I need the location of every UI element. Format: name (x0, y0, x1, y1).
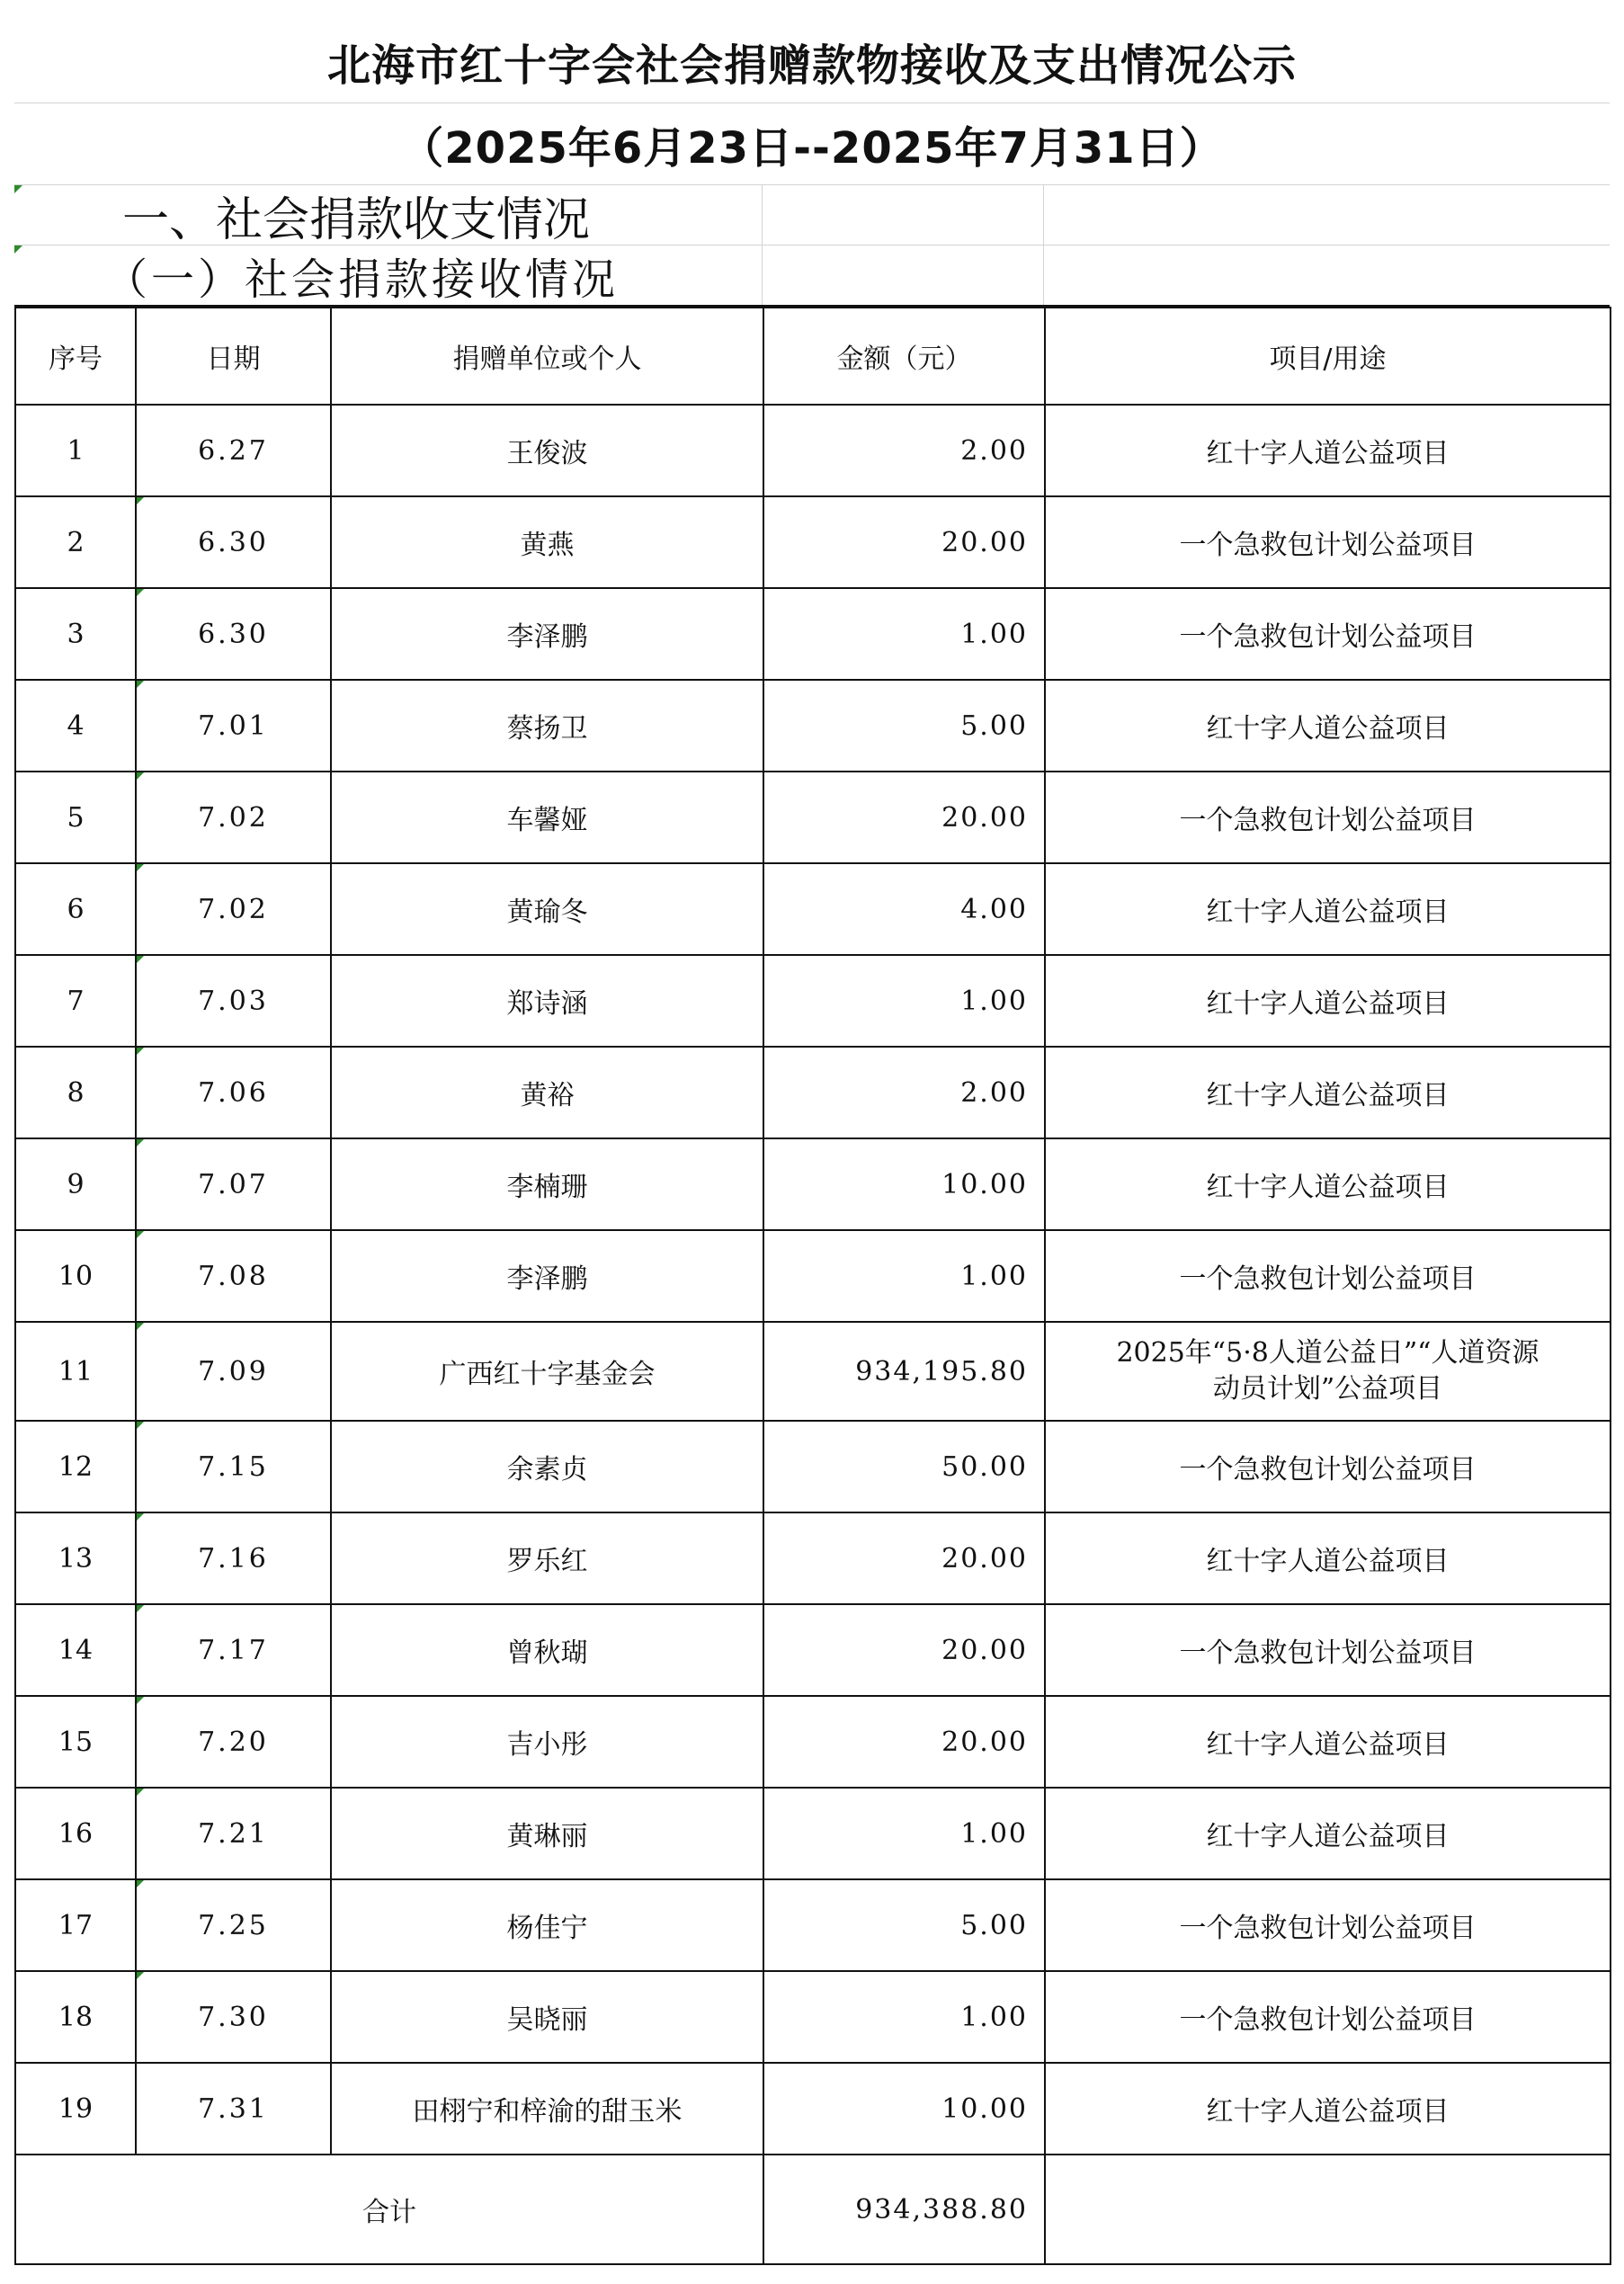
purpose-cell: 红十字人道公益项目 (1045, 863, 1611, 955)
purpose-cell: 一个急救包计划公益项目 (1045, 1421, 1611, 1512)
date-cell: 6.27 (136, 405, 331, 496)
table-row (15, 588, 1611, 680)
cell-comment-marker (137, 1697, 144, 1704)
amount-cell: 2.00 (763, 1047, 1045, 1138)
donor-cell: 田栩宁和梓渝的甜玉米 (331, 2063, 763, 2155)
table-row (15, 405, 1611, 496)
table-header-row (15, 308, 1611, 405)
donor-cell: 黄瑜冬 (331, 863, 763, 955)
purpose-cell: 红十字人道公益项目 (1045, 955, 1611, 1047)
amount-cell: 20.00 (763, 496, 1045, 588)
donor-cell: 广西红十字基金会 (331, 1322, 763, 1421)
donor-cell: 杨佳宁 (331, 1879, 763, 1971)
seq-cell: 4 (15, 680, 136, 772)
date-cell: 7.01 (136, 680, 331, 772)
purpose-cell: 一个急救包计划公益项目 (1045, 1971, 1611, 2063)
amount-cell: 934,195.80 (763, 1322, 1045, 1421)
table-row (15, 1512, 1611, 1604)
seq-cell: 16 (15, 1788, 136, 1879)
amount-cell: 1.00 (763, 955, 1045, 1047)
table-row (15, 2063, 1611, 2155)
donor-cell: 吴晓丽 (331, 1971, 763, 2063)
seq-cell: 11 (15, 1322, 136, 1421)
amount-cell: 20.00 (763, 1512, 1045, 1604)
cell-comment-marker (137, 1323, 144, 1330)
cell-comment-marker (137, 1139, 144, 1146)
purpose-cell: 红十字人道公益项目 (1045, 1788, 1611, 1879)
cell-comment-marker (137, 956, 144, 963)
date-cell: 7.25 (136, 1879, 331, 1971)
seq-cell: 6 (15, 863, 136, 955)
column-header-purpose: 项目/用途 (1045, 308, 1611, 405)
seq-cell: 13 (15, 1512, 136, 1604)
table-row (15, 1230, 1611, 1322)
spreadsheet-sheet (14, 20, 1610, 2265)
purpose-cell: 红十字人道公益项目 (1045, 2063, 1611, 2155)
amount-cell: 5.00 (763, 1879, 1045, 1971)
subsection-heading-row (14, 245, 1610, 307)
donation-table (14, 307, 1611, 2265)
purpose-cell: 红十字人道公益项目 (1045, 1138, 1611, 1230)
cell-comment-marker (137, 864, 144, 871)
column-header-date: 日期 (136, 308, 331, 405)
date-cell: 7.07 (136, 1138, 331, 1230)
cell-comment-marker (14, 185, 22, 193)
amount-cell: 50.00 (763, 1421, 1045, 1512)
table-row (15, 1604, 1611, 1696)
seq-cell: 8 (15, 1047, 136, 1138)
cell-comment-marker (137, 589, 144, 596)
table-row (15, 955, 1611, 1047)
date-cell: 7.17 (136, 1604, 331, 1696)
cell-comment-marker (137, 1880, 144, 1887)
purpose-cell: 一个急救包计划公益项目 (1045, 1879, 1611, 1971)
seq-cell: 2 (15, 496, 136, 588)
seq-cell: 15 (15, 1696, 136, 1788)
table-row (15, 1971, 1611, 2063)
date-range: （2025年6月23日--2025年7月31日） (14, 103, 1610, 185)
amount-cell: 1.00 (763, 588, 1045, 680)
total-empty-cell (1045, 2155, 1611, 2264)
purpose-cell: 红十字人道公益项目 (1045, 1512, 1611, 1604)
purpose-cell (1045, 1322, 1611, 1421)
table-row (15, 496, 1611, 588)
seq-cell: 10 (15, 1230, 136, 1322)
donor-cell: 曾秋瑚 (331, 1604, 763, 1696)
cell-comment-marker (137, 772, 144, 780)
donor-cell: 罗乐红 (331, 1512, 763, 1604)
cell-comment-marker (137, 497, 144, 504)
purpose-cell: 红十字人道公益项目 (1045, 405, 1611, 496)
seq-cell: 18 (15, 1971, 136, 2063)
purpose-cell: 红十字人道公益项目 (1045, 1047, 1611, 1138)
table-row (15, 1879, 1611, 1971)
total-amount: 934,388.80 (763, 2155, 1045, 2264)
amount-cell: 4.00 (763, 863, 1045, 955)
donor-cell: 黄琳丽 (331, 1788, 763, 1879)
donor-cell: 王俊波 (331, 405, 763, 496)
column-header-donor: 捐赠单位或个人 (331, 308, 763, 405)
amount-cell: 2.00 (763, 405, 1045, 496)
date-cell: 7.16 (136, 1512, 331, 1604)
date-cell: 6.30 (136, 588, 331, 680)
total-row (15, 2155, 1611, 2264)
table-row (15, 1047, 1611, 1138)
date-cell: 7.02 (136, 863, 331, 955)
purpose-cell: 红十字人道公益项目 (1045, 680, 1611, 772)
cell-comment-marker (137, 1789, 144, 1796)
date-cell: 7.31 (136, 2063, 331, 2155)
table-row (15, 1322, 1611, 1421)
date-cell: 7.15 (136, 1421, 331, 1512)
table-row (15, 863, 1611, 955)
cell-comment-marker (14, 245, 22, 254)
donor-cell: 蔡扬卫 (331, 680, 763, 772)
seq-cell: 9 (15, 1138, 136, 1230)
purpose-cell: 一个急救包计划公益项目 (1045, 588, 1611, 680)
date-cell: 7.09 (136, 1322, 331, 1421)
amount-cell: 20.00 (763, 1604, 1045, 1696)
subsection-heading: （一）社会捐款接收情况 (104, 254, 620, 305)
seq-cell: 17 (15, 1879, 136, 1971)
donor-cell: 郑诗涵 (331, 955, 763, 1047)
donor-cell: 余素贞 (331, 1421, 763, 1512)
cell-comment-marker (137, 1422, 144, 1429)
amount-cell: 20.00 (763, 772, 1045, 863)
purpose-cell: 一个急救包计划公益项目 (1045, 496, 1611, 588)
amount-cell: 1.00 (763, 1971, 1045, 2063)
column-header-seq: 序号 (15, 308, 136, 405)
date-cell: 7.08 (136, 1230, 331, 1322)
date-cell: 7.21 (136, 1788, 331, 1879)
seq-cell: 3 (15, 588, 136, 680)
date-cell: 7.02 (136, 772, 331, 863)
cell-comment-marker (137, 1605, 144, 1612)
amount-cell: 5.00 (763, 680, 1045, 772)
amount-cell: 1.00 (763, 1788, 1045, 1879)
table-row (15, 1421, 1611, 1512)
seq-cell: 7 (15, 955, 136, 1047)
purpose-cell: 一个急救包计划公益项目 (1045, 1230, 1611, 1322)
purpose-line: 2025年“5·8人道公益日”“人道资源 (1116, 1337, 1539, 1369)
cell-comment-marker (137, 1048, 144, 1055)
seq-cell: 19 (15, 2063, 136, 2155)
cell-comment-marker (137, 681, 144, 688)
purpose-cell: 一个急救包计划公益项目 (1045, 1604, 1611, 1696)
cell-comment-marker (137, 1972, 144, 1979)
page-title: 北海市红十字会社会捐赠款物接收及支出情况公示 (14, 20, 1610, 103)
amount-cell: 20.00 (763, 1696, 1045, 1788)
date-cell: 7.30 (136, 1971, 331, 2063)
donor-cell: 黄裕 (331, 1047, 763, 1138)
donor-cell: 李泽鹏 (331, 588, 763, 680)
purpose-cell: 红十字人道公益项目 (1045, 1696, 1611, 1788)
purpose-cell: 一个急救包计划公益项目 (1045, 772, 1611, 863)
donor-cell: 黄燕 (331, 496, 763, 588)
cell-comment-marker (137, 1513, 144, 1521)
cell-comment-marker (137, 1231, 144, 1238)
table-row (15, 1696, 1611, 1788)
table-row (15, 772, 1611, 863)
date-cell: 6.30 (136, 496, 331, 588)
donor-cell: 李楠珊 (331, 1138, 763, 1230)
amount-cell: 1.00 (763, 1230, 1045, 1322)
seq-cell: 1 (15, 405, 136, 496)
amount-cell: 10.00 (763, 2063, 1045, 2155)
date-cell: 7.20 (136, 1696, 331, 1788)
donor-cell: 车馨娅 (331, 772, 763, 863)
purpose-line: 动员计划”公益项目 (1212, 1373, 1443, 1405)
seq-cell: 14 (15, 1604, 136, 1696)
date-cell: 7.06 (136, 1047, 331, 1138)
donor-cell: 李泽鹏 (331, 1230, 763, 1322)
donor-cell: 吉小彤 (331, 1696, 763, 1788)
column-header-amount: 金额（元） (763, 308, 1045, 405)
section-heading-row (14, 185, 1610, 245)
date-cell: 7.03 (136, 955, 331, 1047)
amount-cell: 10.00 (763, 1138, 1045, 1230)
section-heading: 一、社会捐款收支情况 (122, 192, 591, 247)
total-label: 合计 (15, 2155, 763, 2264)
table-row (15, 1788, 1611, 1879)
seq-cell: 12 (15, 1421, 136, 1512)
table-row (15, 1138, 1611, 1230)
seq-cell: 5 (15, 772, 136, 863)
table-row (15, 680, 1611, 772)
